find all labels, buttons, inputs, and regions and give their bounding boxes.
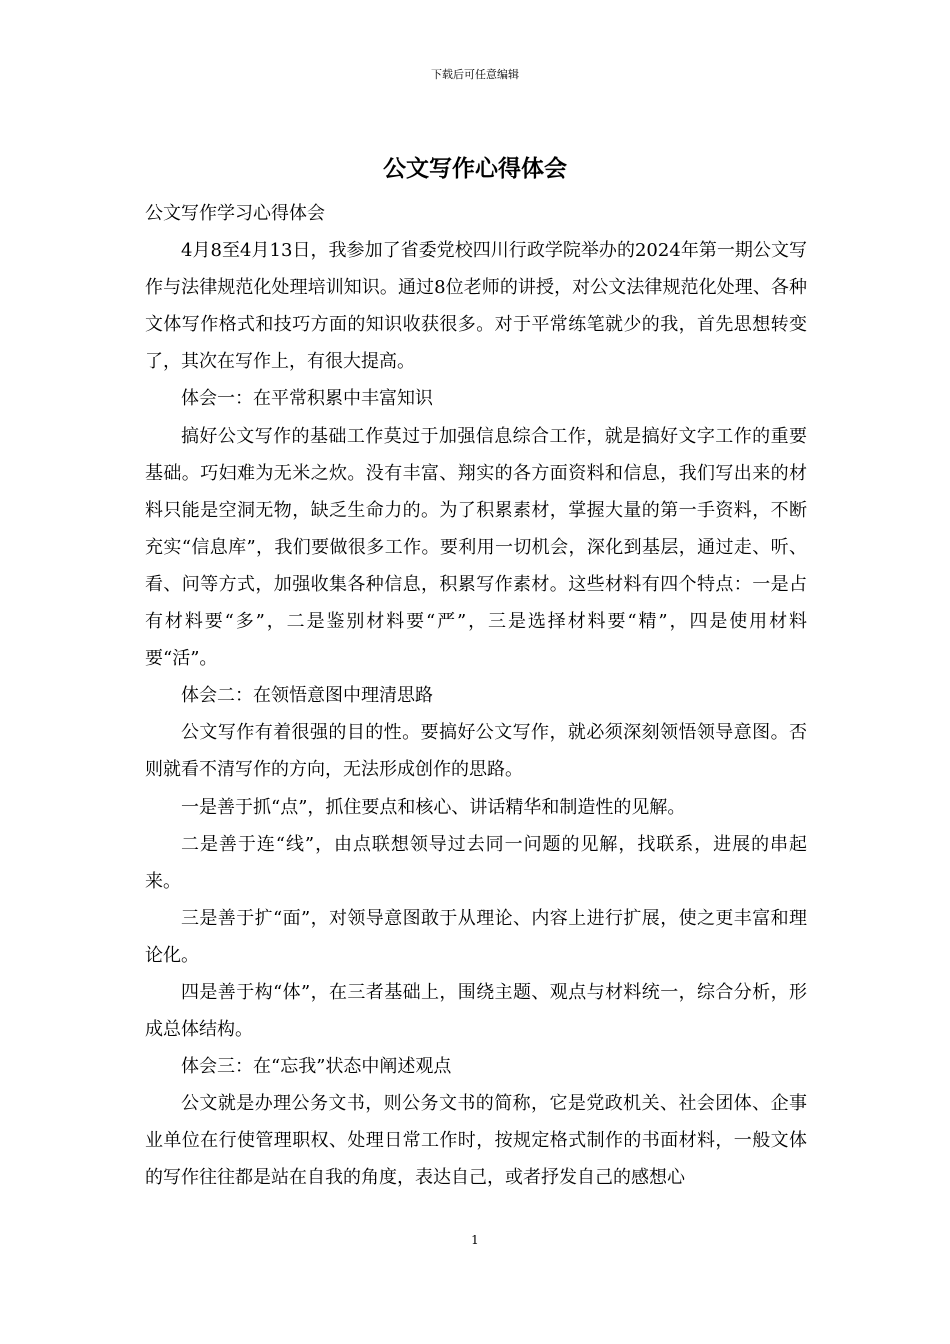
body-paragraph: 搞好公文写作的基础工作莫过于加强信息综合工作，就是搞好文字工作的重要基础。巧妇难为无米之炊。没有丰富、翔实的各方面资料和信息，我们写出来的材料只能是空洞无物，缺乏生命力的。为了积累素材，掌握大量的第一手资料，不断充实“信息库”，我们要做很多工作。要利用一切机会，深化到基层，通过走、听、看、问等方式，加强收集各种信息，积累写作素材。这些材料有四个特点：一是占有材料要“多”，二是鉴别材料要“严”，三是选择材料要“精”，四是使用材料要“活”。 <box>145 425 807 670</box>
header-note: 下载后可任意编辑 <box>431 68 519 81</box>
body-paragraph: 一是善于抓“点”，抓住要点和核心、讲话精华和制造性的见解。 <box>181 796 686 818</box>
page-number: 1 <box>471 1233 479 1247</box>
body-paragraph: 四是善于构“体”，在三者基础上，围绕主题、观点与材料统一，综合分析，形成总体结构。 <box>145 981 807 1041</box>
body-paragraph: 公文就是办理公务文书，则公务文书的简称，它是党政机关、社会团体、企事业单位在行使管理职权、处理日常工作时，按规定格式制作的书面材料，一般文体的写作往往都是站在自我的角度，表达自己，或者抒发自己的感想心 <box>145 1093 807 1189</box>
body-paragraph: 4月8至4月13日，我参加了省委党校四川行政学院举办的2024年第一期公文写作与法律规范化处理培训知识。通过8位老师的讲授，对公文法律规范化处理、各种文体写作格式和技巧方面的知识收获很多。对于平常练笔就少的我，首先思想转变了，其次在写作上，有很大提高。 <box>145 240 807 373</box>
body-paragraph: 二是善于连“线”，由点联想领导过去同一问题的见解，找联系，进展的串起来。 <box>145 833 807 892</box>
body-paragraph: 公文写作有着很强的目的性。要搞好公文写作，就必须深刻领悟领导意图。否则就看不清写作的方向，无法形成创作的思路。 <box>145 722 807 781</box>
section-heading: 体会二：在领悟意图中理清思路 <box>181 685 433 707</box>
document-body <box>145 195 807 1197</box>
section-heading: 体会三：在“忘我”状态中阐述观点 <box>181 1056 452 1078</box>
body-paragraph: 三是善于扩“面”，对领导意图敢于从理论、内容上进行扩展，使之更丰富和理论化。 <box>145 907 807 966</box>
section-heading: 体会一：在平常积累中丰富知识 <box>181 388 433 410</box>
document-title: 公文写作心得体会 <box>383 155 567 182</box>
subtitle-paragraph: 公文写作学习心得体会 <box>145 203 325 224</box>
